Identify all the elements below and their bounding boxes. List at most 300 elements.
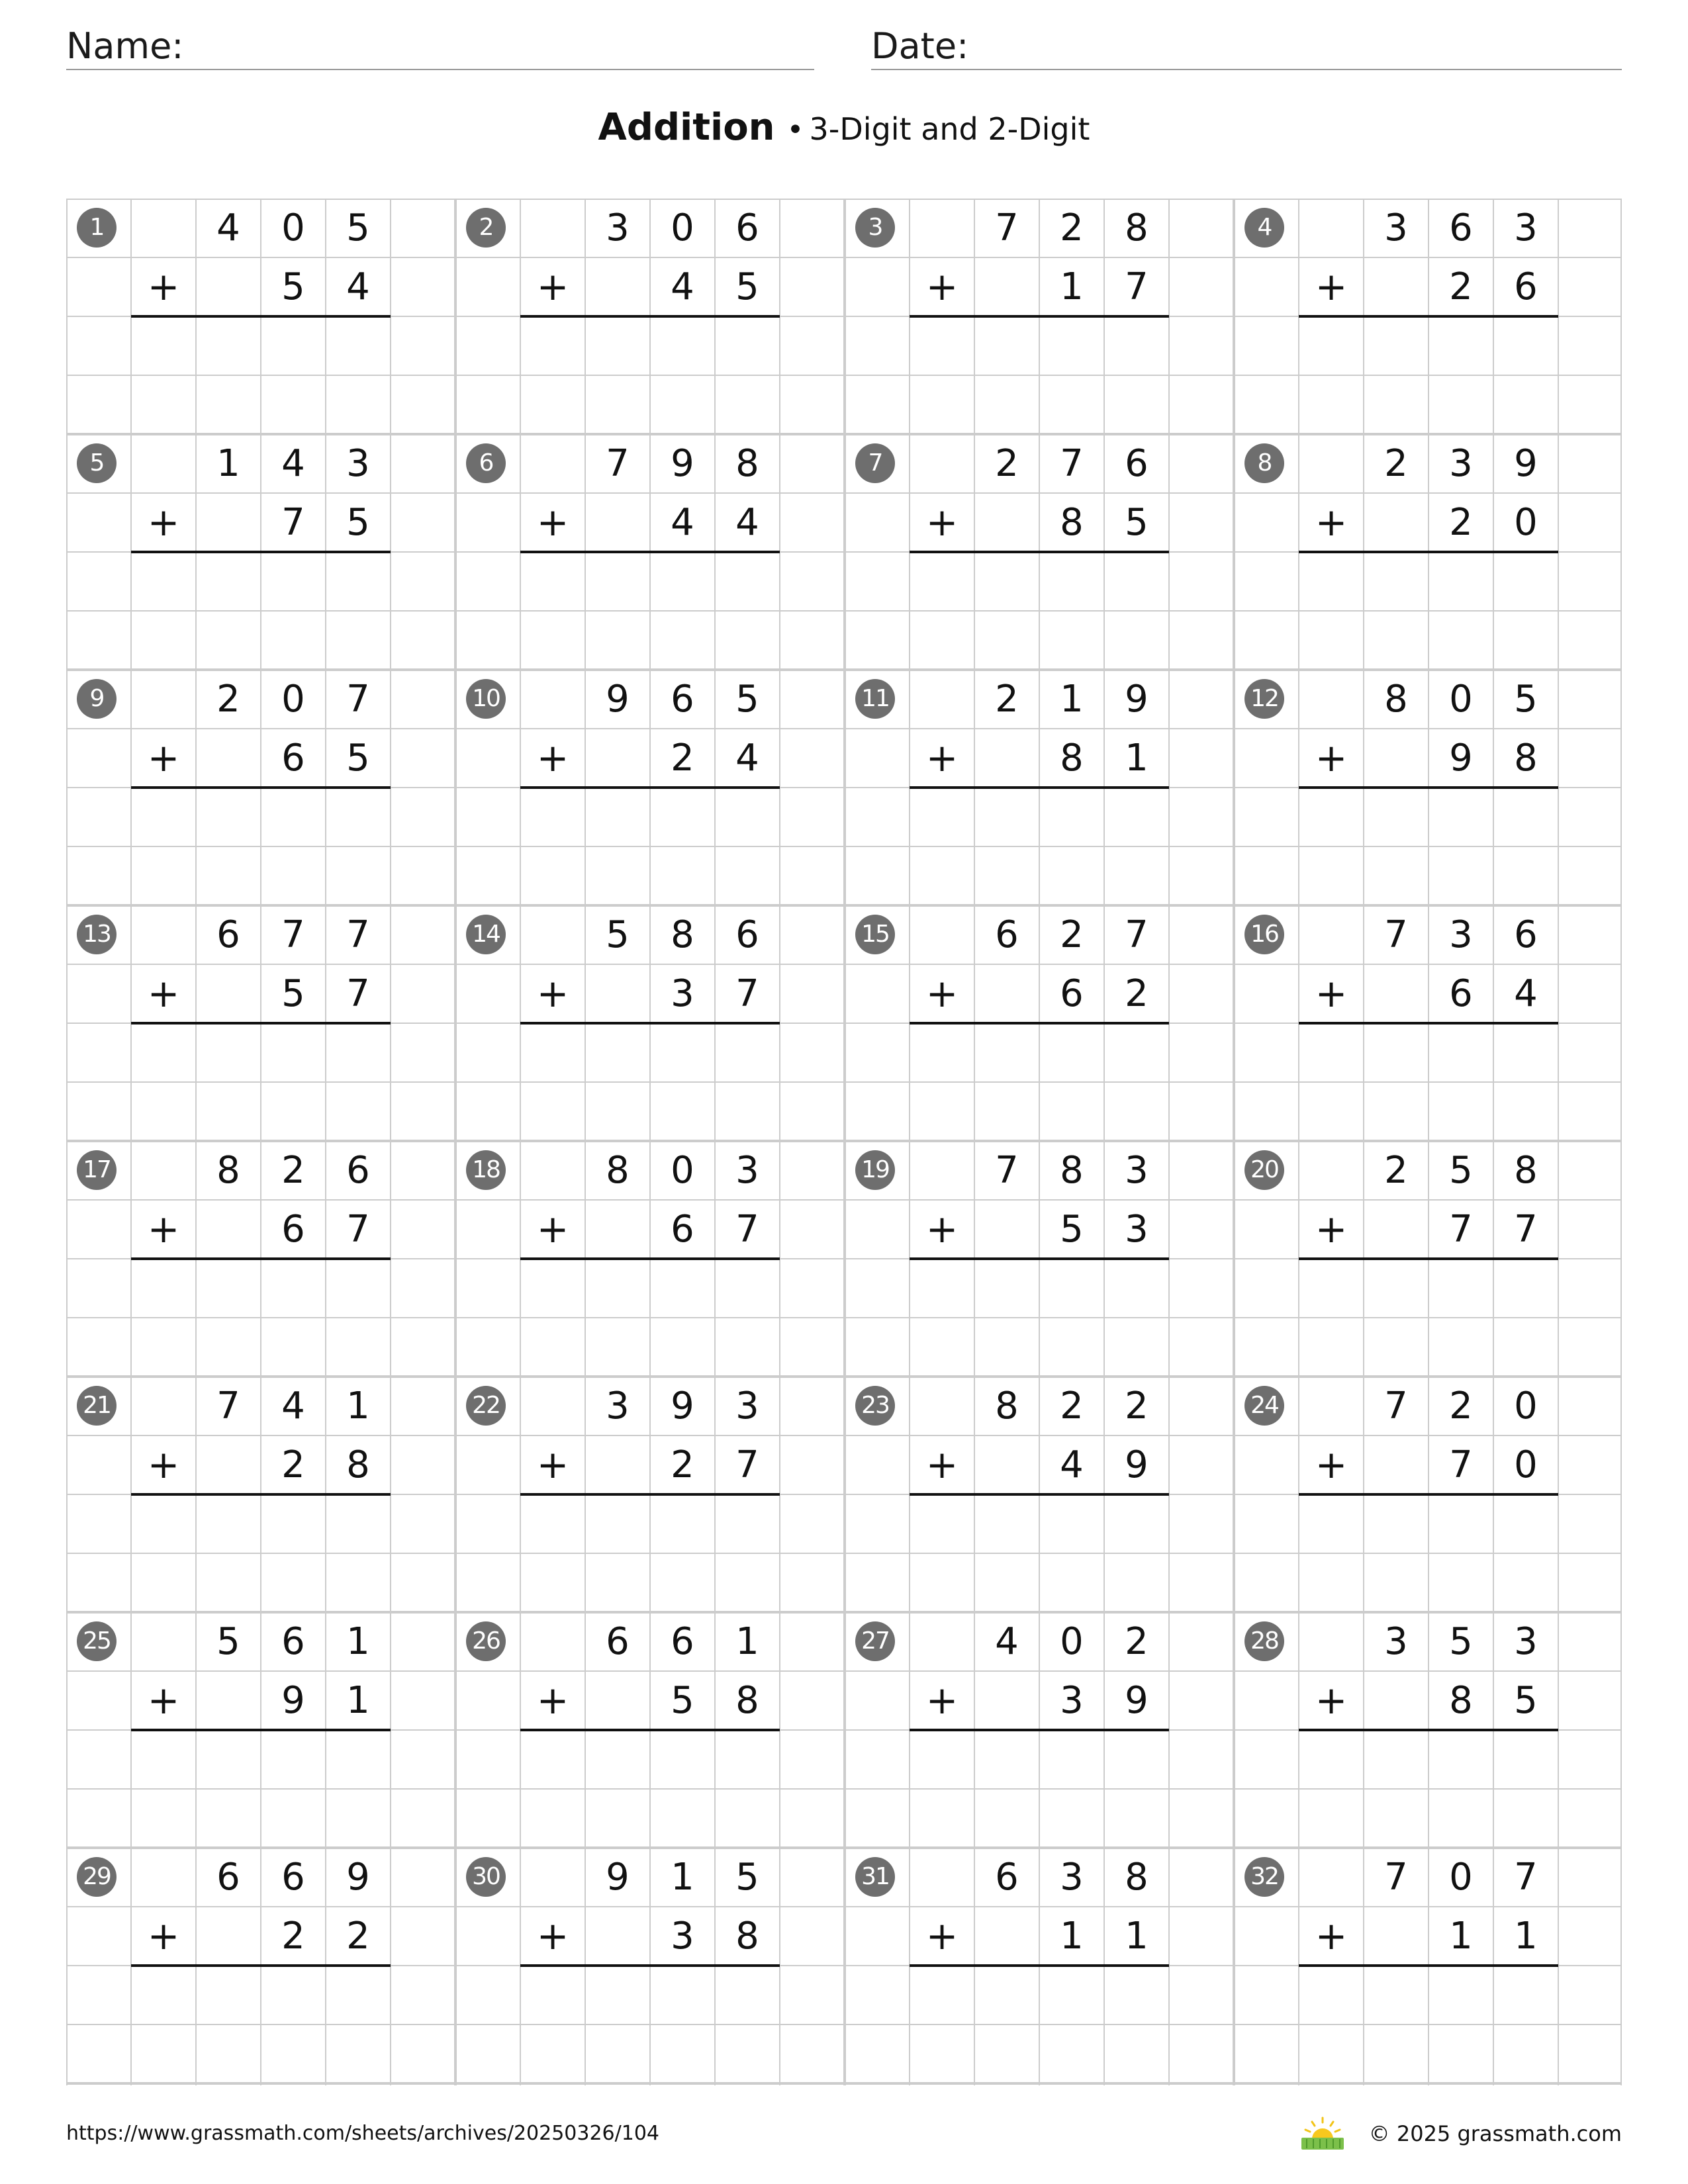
plus-operator: + <box>1315 735 1348 780</box>
top-digit: 5 <box>1449 1620 1473 1663</box>
top-digit: 8 <box>1384 678 1408 721</box>
problem-number-badge: 14 <box>466 915 506 954</box>
plus-operator: + <box>1315 1206 1348 1251</box>
answer-line <box>910 1964 1169 1967</box>
bottom-digit: 2 <box>1449 501 1473 544</box>
plus-operator: + <box>1315 500 1348 545</box>
bottom-digit: 6 <box>281 1208 305 1251</box>
top-digit: 7 <box>346 678 370 721</box>
bottom-digit: 9 <box>1125 1443 1149 1486</box>
addition-problem <box>66 1377 455 1612</box>
bottom-digit: 3 <box>671 972 694 1015</box>
title-separator: • <box>786 113 804 147</box>
date-field[interactable] <box>871 24 1622 70</box>
top-digit: 6 <box>281 1620 305 1663</box>
top-digit: 5 <box>735 1856 759 1899</box>
answer-line <box>131 1964 391 1967</box>
bottom-digit: 4 <box>735 737 759 780</box>
bottom-digit: 2 <box>1449 265 1473 308</box>
top-digit: 2 <box>1060 1385 1084 1428</box>
top-digit: 4 <box>281 442 305 485</box>
plus-operator: + <box>147 264 180 309</box>
problem-number-badge: 19 <box>855 1150 895 1190</box>
answer-line <box>910 551 1169 553</box>
bottom-digit: 1 <box>1060 1915 1084 1958</box>
bottom-digit: 8 <box>735 1915 759 1958</box>
addition-problem <box>845 1612 1234 1848</box>
top-digit: 3 <box>606 206 630 250</box>
top-digit: 0 <box>1449 678 1473 721</box>
bottom-digit: 5 <box>281 265 305 308</box>
top-digit: 2 <box>1060 206 1084 250</box>
plus-operator: + <box>147 500 180 545</box>
problem-number-badge: 26 <box>466 1621 506 1661</box>
problem-number-badge: 25 <box>77 1621 117 1661</box>
top-digit: 7 <box>1060 442 1084 485</box>
problem-number-badge: 29 <box>77 1857 117 1897</box>
plus-operator: + <box>147 1913 180 1958</box>
top-digit: 2 <box>216 678 240 721</box>
top-digit: 9 <box>671 1385 694 1428</box>
top-digit: 8 <box>735 442 759 485</box>
name-field[interactable] <box>66 24 814 70</box>
answer-line <box>520 315 780 318</box>
bottom-digit: 6 <box>281 737 305 780</box>
answer-line <box>520 786 780 789</box>
top-digit: 2 <box>1125 1620 1149 1663</box>
bottom-digit: 1 <box>1514 1915 1538 1958</box>
bottom-digit: 3 <box>671 1915 694 1958</box>
top-digit: 7 <box>995 206 1019 250</box>
bottom-digit: 2 <box>281 1915 305 1958</box>
top-digit: 5 <box>216 1620 240 1663</box>
addition-problem <box>1234 1141 1623 1377</box>
top-digit: 4 <box>216 206 240 250</box>
answer-line <box>1299 786 1558 789</box>
bottom-digit: 7 <box>735 972 759 1015</box>
top-digit: 8 <box>1060 1149 1084 1192</box>
bottom-digit: 1 <box>346 1679 370 1722</box>
top-digit: 6 <box>1449 206 1473 250</box>
addition-problem <box>1234 1377 1623 1612</box>
top-digit: 0 <box>671 1149 694 1192</box>
top-digit: 3 <box>735 1149 759 1192</box>
addition-problem <box>455 1612 845 1848</box>
top-digit: 3 <box>1514 206 1538 250</box>
top-digit: 6 <box>1125 442 1149 485</box>
answer-line <box>131 1257 391 1260</box>
bottom-digit: 1 <box>1449 1915 1473 1958</box>
addition-problem <box>455 199 845 434</box>
top-digit: 2 <box>281 1149 305 1192</box>
top-digit: 9 <box>606 1856 630 1899</box>
problem-number-badge: 16 <box>1244 915 1284 954</box>
addition-problem <box>66 1848 455 2083</box>
answer-line <box>1299 1729 1558 1731</box>
plus-operator: + <box>1315 1678 1348 1723</box>
bottom-digit: 1 <box>1125 737 1149 780</box>
top-digit: 3 <box>1060 1856 1084 1899</box>
answer-line <box>910 1022 1169 1024</box>
plus-operator: + <box>147 735 180 780</box>
top-digit: 5 <box>735 678 759 721</box>
top-digit: 3 <box>346 442 370 485</box>
bottom-digit: 8 <box>346 1443 370 1486</box>
top-digit: 7 <box>346 913 370 956</box>
answer-line <box>1299 1493 1558 1496</box>
bottom-digit: 6 <box>1060 972 1084 1015</box>
top-digit: 6 <box>216 913 240 956</box>
bottom-digit: 9 <box>1125 1679 1149 1722</box>
bottom-digit: 5 <box>1125 501 1149 544</box>
addition-problem <box>66 1141 455 1377</box>
plus-operator: + <box>925 1913 959 1958</box>
top-digit: 8 <box>671 913 694 956</box>
bottom-digit: 8 <box>1060 737 1084 780</box>
bottom-digit: 4 <box>346 265 370 308</box>
top-digit: 3 <box>606 1385 630 1428</box>
top-digit: 5 <box>1514 678 1538 721</box>
top-digit: 9 <box>1125 678 1149 721</box>
top-digit: 1 <box>346 1620 370 1663</box>
top-digit: 1 <box>671 1856 694 1899</box>
answer-line <box>131 1022 391 1024</box>
problem-number-badge: 13 <box>77 915 117 954</box>
bottom-digit: 7 <box>1514 1208 1538 1251</box>
bottom-digit: 4 <box>735 501 759 544</box>
bottom-digit: 9 <box>281 1679 305 1722</box>
answer-line <box>520 1022 780 1024</box>
answer-line <box>131 1729 391 1731</box>
top-digit: 0 <box>281 206 305 250</box>
bottom-digit: 6 <box>1514 265 1538 308</box>
answer-line <box>131 551 391 553</box>
problem-number-badge: 5 <box>77 443 117 483</box>
plus-operator: + <box>925 971 959 1016</box>
top-digit: 6 <box>995 913 1019 956</box>
top-digit: 6 <box>606 1620 630 1663</box>
top-digit: 8 <box>995 1385 1019 1428</box>
bottom-digit: 1 <box>1125 1915 1149 1958</box>
footer-copyright: © 2025 grassmath.com <box>1368 2121 1622 2146</box>
problem-number-badge: 32 <box>1244 1857 1284 1897</box>
addition-problem <box>455 670 845 905</box>
bottom-digit: 7 <box>1449 1208 1473 1251</box>
bottom-digit: 7 <box>1449 1443 1473 1486</box>
top-digit: 2 <box>1449 1385 1473 1428</box>
top-digit: 7 <box>1125 913 1149 956</box>
plus-operator: + <box>147 1206 180 1251</box>
top-digit: 3 <box>1125 1149 1149 1192</box>
top-digit: 7 <box>216 1385 240 1428</box>
addition-problem <box>845 905 1234 1141</box>
top-digit: 1 <box>346 1385 370 1428</box>
answer-line <box>520 1493 780 1496</box>
plus-operator: + <box>1315 971 1348 1016</box>
top-digit: 6 <box>671 1620 694 1663</box>
top-digit: 3 <box>1449 442 1473 485</box>
problem-number-badge: 31 <box>855 1857 895 1897</box>
addition-problem <box>1234 905 1623 1141</box>
top-digit: 9 <box>1514 442 1538 485</box>
top-digit: 6 <box>346 1149 370 1192</box>
top-digit: 5 <box>346 206 370 250</box>
addition-problem <box>66 670 455 905</box>
worksheet-title <box>0 106 1688 149</box>
plus-operator: + <box>925 500 959 545</box>
bottom-digit: 7 <box>1125 265 1149 308</box>
grass-sun-logo-icon <box>1299 2116 1346 2151</box>
top-digit: 1 <box>1060 678 1084 721</box>
addition-problem <box>1234 434 1623 670</box>
problem-number-badge: 11 <box>855 679 895 719</box>
bottom-digit: 5 <box>1060 1208 1084 1251</box>
answer-line <box>1299 1964 1558 1967</box>
addition-problem <box>845 670 1234 905</box>
top-digit: 0 <box>1514 1385 1538 1428</box>
top-digit: 7 <box>1384 1856 1408 1899</box>
bottom-digit: 4 <box>1060 1443 1084 1486</box>
problem-number-badge: 8 <box>1244 443 1284 483</box>
addition-problem <box>845 1141 1234 1377</box>
bottom-digit: 4 <box>671 501 694 544</box>
addition-problem <box>455 1141 845 1377</box>
title-main: Addition <box>598 106 775 149</box>
plus-operator: + <box>925 264 959 309</box>
top-digit: 3 <box>1514 1620 1538 1663</box>
answer-line <box>910 315 1169 318</box>
top-digit: 7 <box>1384 1385 1408 1428</box>
footer-url: https://www.grassmath.com/sheets/archives/20250326/104 <box>66 2122 660 2145</box>
top-digit: 9 <box>606 678 630 721</box>
addition-problem <box>66 434 455 670</box>
problem-number-badge: 3 <box>855 208 895 248</box>
top-digit: 3 <box>1384 1620 1408 1663</box>
addition-problem <box>66 199 455 434</box>
problem-number-badge: 17 <box>77 1150 117 1190</box>
bottom-digit: 8 <box>735 1679 759 1722</box>
addition-problem <box>455 905 845 1141</box>
problem-number-badge: 6 <box>466 443 506 483</box>
top-digit: 3 <box>1384 206 1408 250</box>
bottom-digit: 2 <box>346 1915 370 1958</box>
bottom-digit: 6 <box>1449 972 1473 1015</box>
plus-operator: + <box>1315 264 1348 309</box>
answer-line <box>520 1257 780 1260</box>
problem-number-badge: 9 <box>77 679 117 719</box>
problem-number-badge: 2 <box>466 208 506 248</box>
bottom-digit: 8 <box>1449 1679 1473 1722</box>
bottom-digit: 5 <box>346 501 370 544</box>
addition-problem <box>1234 1612 1623 1848</box>
plus-operator: + <box>925 1678 959 1723</box>
plus-operator: + <box>536 971 569 1016</box>
top-digit: 2 <box>1060 913 1084 956</box>
plus-operator: + <box>536 735 569 780</box>
top-digit: 6 <box>281 1856 305 1899</box>
bottom-digit: 3 <box>1060 1679 1084 1722</box>
answer-line <box>520 1964 780 1967</box>
bottom-digit: 0 <box>1514 501 1538 544</box>
top-digit: 8 <box>1125 206 1149 250</box>
bottom-digit: 7 <box>735 1208 759 1251</box>
answer-line <box>1299 1257 1558 1260</box>
problem-number-badge: 27 <box>855 1621 895 1661</box>
top-digit: 4 <box>281 1385 305 1428</box>
top-digit: 6 <box>995 1856 1019 1899</box>
problem-number-badge: 18 <box>466 1150 506 1190</box>
bottom-digit: 5 <box>735 265 759 308</box>
plus-operator: + <box>147 971 180 1016</box>
problem-number-badge: 24 <box>1244 1386 1284 1426</box>
plus-operator: + <box>536 1206 569 1251</box>
bottom-digit: 2 <box>671 737 694 780</box>
answer-line <box>1299 315 1558 318</box>
bottom-digit: 5 <box>281 972 305 1015</box>
problem-number-badge: 30 <box>466 1857 506 1897</box>
plus-operator: + <box>1315 1913 1348 1958</box>
title-subtitle: 3-Digit and 2-Digit <box>809 111 1090 147</box>
problem-number-badge: 10 <box>466 679 506 719</box>
bottom-digit: 5 <box>346 737 370 780</box>
top-digit: 9 <box>671 442 694 485</box>
problem-number-badge: 20 <box>1244 1150 1284 1190</box>
addition-problem <box>1234 670 1623 905</box>
addition-problem <box>1234 1848 1623 2083</box>
addition-problem <box>455 434 845 670</box>
top-digit: 6 <box>735 206 759 250</box>
problem-number-badge: 4 <box>1244 208 1284 248</box>
addition-problem <box>845 1848 1234 2083</box>
plus-operator: + <box>147 1442 180 1487</box>
answer-line <box>910 1729 1169 1731</box>
plus-operator: + <box>925 1442 959 1487</box>
top-digit: 6 <box>671 678 694 721</box>
answer-line <box>131 1493 391 1496</box>
bottom-digit: 7 <box>346 1208 370 1251</box>
top-digit: 7 <box>606 442 630 485</box>
bottom-digit: 2 <box>281 1443 305 1486</box>
problem-number-badge: 21 <box>77 1386 117 1426</box>
plus-operator: + <box>536 1442 569 1487</box>
footer-branding <box>1299 2115 1622 2152</box>
top-digit: 0 <box>1060 1620 1084 1663</box>
top-digit: 6 <box>216 1856 240 1899</box>
top-digit: 0 <box>281 678 305 721</box>
top-digit: 8 <box>1125 1856 1149 1899</box>
top-digit: 3 <box>1449 913 1473 956</box>
top-digit: 1 <box>216 442 240 485</box>
top-digit: 9 <box>346 1856 370 1899</box>
top-digit: 6 <box>1514 913 1538 956</box>
top-digit: 2 <box>1384 1149 1408 1192</box>
top-digit: 8 <box>606 1149 630 1192</box>
problem-number-badge: 28 <box>1244 1621 1284 1661</box>
top-digit: 2 <box>995 442 1019 485</box>
top-digit: 7 <box>1514 1856 1538 1899</box>
plus-operator: + <box>536 264 569 309</box>
addition-problem <box>66 905 455 1141</box>
bottom-digit: 5 <box>1514 1679 1538 1722</box>
addition-problem <box>455 1848 845 2083</box>
plus-operator: + <box>147 1678 180 1723</box>
problem-number-badge: 12 <box>1244 679 1284 719</box>
bottom-digit: 8 <box>1060 501 1084 544</box>
top-digit: 0 <box>671 206 694 250</box>
answer-line <box>131 315 391 318</box>
bottom-digit: 9 <box>1449 737 1473 780</box>
bottom-digit: 5 <box>671 1679 694 1722</box>
answer-line <box>520 551 780 553</box>
bottom-digit: 6 <box>671 1208 694 1251</box>
bottom-digit: 1 <box>1060 265 1084 308</box>
addition-problem <box>66 1612 455 1848</box>
top-digit: 3 <box>735 1385 759 1428</box>
top-digit: 8 <box>216 1149 240 1192</box>
bottom-digit: 4 <box>671 265 694 308</box>
plus-operator: + <box>925 1206 959 1251</box>
top-digit: 7 <box>281 913 305 956</box>
bottom-digit: 3 <box>1125 1208 1149 1251</box>
plus-operator: + <box>536 500 569 545</box>
problem-number-badge: 23 <box>855 1386 895 1426</box>
bottom-digit: 2 <box>1125 972 1149 1015</box>
answer-line <box>910 1493 1169 1496</box>
problem-number-badge: 15 <box>855 915 895 954</box>
top-digit: 7 <box>1384 913 1408 956</box>
top-digit: 1 <box>735 1620 759 1663</box>
answer-line <box>1299 551 1558 553</box>
worksheet-grid <box>66 199 1622 2085</box>
addition-problem <box>845 1377 1234 1612</box>
answer-line <box>910 786 1169 789</box>
bottom-digit: 7 <box>281 501 305 544</box>
top-digit: 0 <box>1449 1856 1473 1899</box>
top-digit: 4 <box>995 1620 1019 1663</box>
plus-operator: + <box>536 1678 569 1723</box>
addition-problem <box>845 199 1234 434</box>
top-digit: 6 <box>735 913 759 956</box>
top-digit: 8 <box>1514 1149 1538 1192</box>
top-digit: 2 <box>995 678 1019 721</box>
top-digit: 7 <box>995 1149 1019 1192</box>
top-digit: 5 <box>606 913 630 956</box>
answer-line <box>1299 1022 1558 1024</box>
date-label: Date: <box>871 25 969 67</box>
addition-problem <box>1234 199 1623 434</box>
addition-problem <box>845 434 1234 670</box>
answer-line <box>910 1257 1169 1260</box>
name-label: Name: <box>66 25 184 67</box>
bottom-digit: 4 <box>1514 972 1538 1015</box>
problem-number-badge: 1 <box>77 208 117 248</box>
plus-operator: + <box>925 735 959 780</box>
plus-operator: + <box>536 1913 569 1958</box>
problem-number-badge: 7 <box>855 443 895 483</box>
bottom-digit: 7 <box>735 1443 759 1486</box>
answer-line <box>131 786 391 789</box>
bottom-digit: 7 <box>346 972 370 1015</box>
answer-line <box>520 1729 780 1731</box>
bottom-digit: 0 <box>1514 1443 1538 1486</box>
addition-problem <box>455 1377 845 1612</box>
bottom-digit: 2 <box>671 1443 694 1486</box>
problem-number-badge: 22 <box>466 1386 506 1426</box>
plus-operator: + <box>1315 1442 1348 1487</box>
top-digit: 2 <box>1125 1385 1149 1428</box>
top-digit: 5 <box>1449 1149 1473 1192</box>
top-digit: 2 <box>1384 442 1408 485</box>
